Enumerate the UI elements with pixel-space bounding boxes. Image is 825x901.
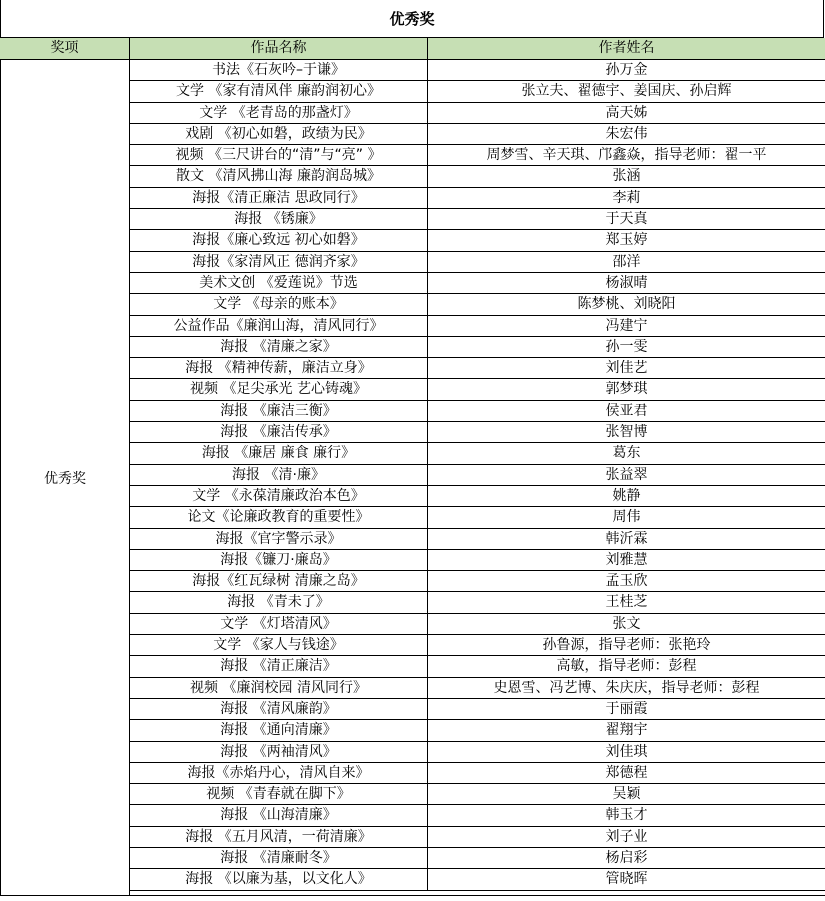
table-row: [130, 81, 825, 102]
author-name-cell: 邵洋: [612, 253, 641, 270]
author-name-cell: 管晓晖: [605, 871, 648, 888]
work-name-cell: 美术文创 《爱莲说》节选: [130, 273, 428, 293]
author-name-cell: 朱宏伟: [605, 125, 648, 142]
author-name-cell: 史恩雪、冯艺博、朱庆庆，指导老师：彭程: [493, 679, 760, 696]
author-name-cell: 翟翔宇: [605, 722, 648, 739]
header-row: [0, 38, 825, 60]
author-name-cell: 刘佳琪: [605, 743, 648, 760]
author-name-cell: 于丽霞: [605, 700, 648, 717]
work-name-cell: 戏剧 《初心如磐，政绩为民》: [130, 124, 428, 144]
author-name-cell: 陈梦桃、刘晓阳: [577, 296, 676, 313]
work-name-cell: 海报 《清廉耐冬》: [130, 848, 428, 868]
table-row: [130, 422, 825, 443]
table-row: [130, 465, 825, 486]
work-name-cell: 海报 《清风廉韵》: [130, 699, 428, 719]
author-name-cell: 孟玉欣: [605, 573, 648, 590]
author-name-cell: 刘子业: [605, 828, 648, 845]
author-name-cell: 刘佳艺: [605, 360, 648, 377]
table-row: [130, 656, 825, 677]
author-name-cell: 杨启彩: [605, 849, 648, 866]
table-row: [130, 699, 825, 720]
work-name-cell: 视频 《三尺讲台的“清”与“亮” 》: [130, 145, 428, 165]
work-name-cell: 海报 《清廉之家》: [130, 337, 428, 357]
work-name-cell: 海报《家清风正 德润齐家》: [130, 252, 428, 272]
table-row: [130, 316, 825, 337]
author-name-cell: 于天真: [605, 211, 648, 228]
author-name-cell: 韩玉才: [605, 807, 648, 824]
author-name-cell: 周伟: [612, 509, 641, 526]
table-row: [130, 848, 825, 869]
header-award: 奖项: [0, 38, 130, 59]
work-name-cell: 文学 《母亲的账本》: [130, 294, 428, 314]
author-name-cell: 郑德程: [605, 764, 648, 781]
table-row: [130, 635, 825, 656]
work-name-cell: 文学 《灯塔清风》: [130, 614, 428, 634]
author-name-cell: 杨淑晴: [605, 274, 648, 291]
table-row: [130, 145, 825, 166]
author-name-cell: 韩沂霖: [605, 530, 648, 547]
work-name-cell: 海报 《以廉为基，以文化人》: [130, 869, 428, 889]
table-row: [130, 592, 825, 613]
work-name-cell: 海报 《廉洁三衡》: [130, 401, 428, 421]
author-name-cell: 吴颖: [612, 786, 641, 803]
work-name-cell: 海报 《通向清廉》: [130, 720, 428, 740]
author-name-cell: 张涵: [612, 168, 641, 185]
table-row: [130, 252, 825, 273]
work-name-cell: 文学 《家有清风伴 廉韵润初心》: [130, 81, 428, 101]
author-name-cell: 葛东: [612, 445, 641, 462]
author-name-cell: 孙鲁源，指导老师：张艳玲: [542, 637, 711, 654]
work-name-cell: 海报 《青未了》: [130, 592, 428, 612]
table-row: [130, 103, 825, 124]
author-name-cell: 张立夫、翟德宇、姜国庆、孙启辉: [521, 83, 732, 100]
author-name-cell: 高敏，指导老师：彭程: [556, 658, 697, 675]
work-name-cell: 海报 《廉居 廉食 廉行》: [130, 443, 428, 463]
author-name-cell: 张智博: [605, 424, 648, 441]
work-name-cell: 文学 《家人与钱途》: [130, 635, 428, 655]
author-name-cell: 侯亚君: [605, 402, 648, 419]
work-name-cell: 海报 《清·廉》: [130, 465, 428, 485]
work-name-cell: 海报《赤焰丹心，清风自来》: [130, 763, 428, 783]
author-name-cell: 冯建宁: [605, 317, 648, 334]
author-name-cell: 姚静: [612, 487, 641, 504]
table-row: [130, 209, 825, 230]
work-name-cell: 海报《清正廉洁 思政同行》: [130, 188, 428, 208]
author-name-cell: 郑玉婷: [605, 232, 648, 249]
author-name-cell: 李莉: [612, 189, 641, 206]
work-name-cell: 海报《官字警示录》: [130, 529, 428, 549]
work-name-cell: 视频 《青春就在脚下》: [130, 784, 428, 804]
author-name-cell: 张文: [612, 615, 641, 632]
table-row: [130, 230, 825, 251]
work-name-cell: 文学 《永葆清廉政治本色》: [130, 486, 428, 506]
table-row: [130, 443, 825, 464]
author-name-cell: 王桂芝: [605, 594, 648, 611]
author-name-cell: 郭梦琪: [605, 381, 648, 398]
work-name-cell: 海报 《锈廉》: [130, 209, 428, 229]
author-name-cell: 高天姊: [605, 104, 648, 121]
author-name-cell: 孙一雯: [605, 338, 648, 355]
table-body: [130, 60, 825, 891]
header-work-name: 作品名称: [130, 38, 428, 59]
header-author-name: 作者姓名: [598, 40, 655, 56]
table-row: [130, 507, 825, 528]
work-name-cell: 视频 《足尖承光 艺心铸魂》: [130, 379, 428, 399]
table-row: [130, 869, 825, 890]
table-row: [130, 763, 825, 784]
author-name-cell: 孙万金: [605, 62, 648, 78]
table-row: [130, 358, 825, 379]
table-row: [130, 166, 825, 187]
table-row: [130, 827, 825, 848]
table-title: 优秀奖: [0, 0, 824, 38]
work-name-cell: 海报 《五月风清，一荷清廉》: [130, 827, 428, 847]
table-row: [130, 742, 825, 763]
table-row: [130, 784, 825, 805]
table-row: [130, 614, 825, 635]
work-name-cell: 公益作品《廉润山海，清风同行》: [130, 316, 428, 336]
table-row: [130, 486, 825, 507]
work-name-cell: 论文《论廉政教育的重要性》: [130, 507, 428, 527]
table-row: [130, 529, 825, 550]
table-row: [130, 273, 825, 294]
award-level-cell: 优秀奖: [0, 60, 130, 895]
work-name-cell: 海报 《两袖清风》: [130, 742, 428, 762]
table-row: [130, 60, 825, 81]
work-name-cell: 海报《廉心致远 初心如磐》: [130, 230, 428, 250]
table-row: [130, 124, 825, 145]
table-row: [130, 550, 825, 571]
table-row: [130, 678, 825, 699]
work-name-cell: 视频 《廉润校园 清风同行》: [130, 678, 428, 698]
author-name-cell: 刘雅慧: [605, 551, 648, 568]
work-name-cell: 散文 《清风拂山海 廉韵润岛城》: [130, 166, 428, 186]
table-row: [130, 337, 825, 358]
table-row: [130, 379, 825, 400]
author-name-cell: 张益翠: [605, 466, 648, 483]
work-name-cell: 海报《红瓦绿树 清廉之岛》: [130, 571, 428, 591]
work-name-cell: 书法《石灰吟–于谦》: [130, 60, 428, 80]
table-row: [130, 401, 825, 422]
work-name-cell: 海报 《精神传薪，廉洁立身》: [130, 358, 428, 378]
work-name-cell: 海报 《清正廉洁》: [130, 656, 428, 676]
work-name-cell: 文学 《老青岛的那盏灯》: [130, 103, 428, 123]
table-row: [130, 294, 825, 315]
table-row: [130, 720, 825, 741]
work-name-cell: 海报 《山海清廉》: [130, 805, 428, 825]
table-bottom-border: [0, 895, 825, 901]
work-name-cell: 海报《镰刀·廉岛》: [130, 550, 428, 570]
work-name-cell: 海报 《廉洁传承》: [130, 422, 428, 442]
author-name-cell: 周梦雪、辛天琪、邝鑫焱，指导老师：翟一平: [486, 147, 767, 164]
table-row: [130, 188, 825, 209]
table-row: [130, 571, 825, 592]
table-row: [130, 805, 825, 826]
